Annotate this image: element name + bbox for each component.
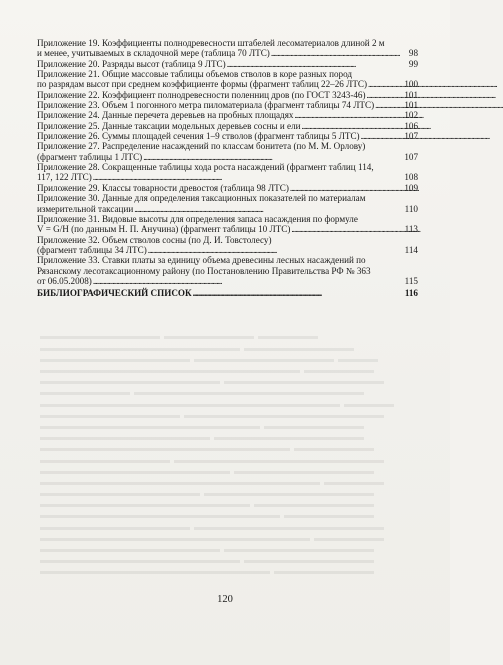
toc-entry-page: 107 (404, 131, 418, 142)
toc-entry-text: от 06.05.2008) (37, 275, 92, 286)
toc-entry (37, 59, 418, 69)
toc-entry-text: Приложение 29. Классы товарности древостоя (таблица 98 ЛТС) (37, 182, 289, 193)
bibliography-label: БИБЛИОГРАФИЧЕСКИЙ СПИСОК (37, 288, 192, 299)
toc-entry-text: Приложение 27. Распределение насаждений по классам бонитета (по М. М. Орлову) (37, 141, 366, 152)
dot-leader (93, 172, 404, 182)
toc-entry-text: Приложение 19. Коэффициенты полнодревесности штабелей лесоматериалов длиной 2 м (37, 38, 385, 48)
toc-entry-page: 110 (404, 203, 418, 214)
dot-leader (367, 90, 404, 100)
toc-entry (37, 183, 418, 193)
toc-entry-last-line (37, 100, 418, 110)
page-number: 120 (217, 594, 233, 605)
toc-entry-page: 106 (404, 120, 418, 131)
toc-entry (37, 255, 418, 286)
toc-entry-page: 100 (404, 79, 418, 90)
toc-entry-page: 108 (404, 172, 418, 183)
toc-entry-page: 98 (408, 48, 418, 59)
dot-leader (361, 131, 404, 141)
toc-entry-text: Приложение 21. Общие массовые таблицы объемов стволов в коре разных пород (37, 69, 353, 80)
dot-leader (368, 79, 403, 89)
toc-entry-page: 101 (404, 89, 418, 100)
toc-entry-text: (фрагмент таблицы 34 ЛТС) (37, 244, 147, 255)
toc-entry-text: Приложение 32. Объем стволов сосны (по Д. И. Товстолесу) (37, 234, 272, 245)
toc-entry-text: Рязанскому лесотаксационному району (по Постановлению Правительства РФ № 363 (37, 265, 371, 276)
toc-entry-last-line (37, 79, 418, 89)
dot-leader (93, 276, 404, 286)
toc-entry-last-line (37, 90, 418, 100)
toc-entry-text: 117, 122 ЛТС) (37, 172, 92, 183)
toc-entry-page: 107 (404, 151, 418, 162)
dot-leader (294, 110, 403, 120)
bleed-through-text (40, 332, 420, 578)
toc-entry-text: Приложение 24. Данные перечета деревьев на пробных площадях (37, 110, 294, 121)
toc-entry-last-line (37, 131, 418, 141)
toc-entry-text: Приложение 23. Объем 1 погонного метра пиломатериала (фрагмент таблицы 74 ЛТС) (37, 100, 375, 111)
toc-entry-last-line (37, 152, 418, 162)
toc-entry (37, 193, 418, 214)
toc-entry (37, 214, 418, 235)
toc-entry-last-line (37, 172, 418, 182)
toc-entry-text: и менее, учитываемых в складочной мере (таблица 70 ЛТС) (37, 48, 270, 59)
dot-leader (193, 288, 404, 298)
toc-entry-text: V = G/H (по данным Н. П. Анучина) (фрагмент таблицы 10 ЛТС) (37, 224, 291, 235)
toc-entry-last-line (37, 110, 418, 120)
toc-entry-last-line (37, 276, 418, 286)
toc-entry-text: Приложение 28. Сокращенные таблицы хода роста насаждений (фрагмент таблиц 114, (37, 162, 374, 173)
toc-entry (37, 121, 418, 131)
dot-leader (302, 121, 404, 131)
toc-entry-page: 115 (404, 275, 418, 286)
bibliography-page: 116 (404, 288, 418, 299)
toc-entry-last-line (37, 183, 418, 193)
toc-entry-page: 113 (404, 224, 418, 235)
toc-entry (37, 162, 418, 183)
toc-entry (37, 38, 418, 59)
toc-entry-page: 102 (404, 110, 418, 121)
toc-entry (37, 131, 418, 141)
toc-entry-text: Приложение 25. Данные таксации модельных деревьев сосны и ели (37, 120, 301, 131)
toc-entry-page: 99 (408, 58, 418, 69)
toc-entry-text: (фрагмент таблицы 1 ЛТС) (37, 151, 143, 162)
dot-leader (291, 224, 403, 234)
toc-entry-text: Приложение 33. Ставки платы за единицу объема древесины лесных насаждений по (37, 255, 366, 266)
toc-entry-text: Приложение 31. Видовые высоты для определения запаса насаждения по формуле (37, 213, 358, 224)
toc-entry-text: Приложение 22. Коэффициент полнодревесности поленниц дров (по ГОСТ 3243-46) (37, 89, 366, 100)
dot-leader (134, 204, 403, 214)
toc-entry-last-line (37, 59, 418, 69)
dot-leader (375, 100, 403, 110)
dot-leader (148, 245, 404, 255)
toc-entry (37, 141, 418, 162)
table-of-contents (37, 38, 418, 299)
toc-entry-page: 109 (404, 182, 418, 193)
toc-entry-last-line (37, 224, 418, 234)
dot-leader (290, 183, 403, 193)
toc-entry-text: Приложение 20. Разряды высот (таблица 9 ЛТС) (37, 58, 226, 69)
toc-entry-text: Приложение 30. Данные для определения таксационных показателей по материалам (37, 193, 366, 204)
toc-bibliography (37, 288, 418, 298)
toc-entry (37, 110, 418, 120)
toc-entry (37, 100, 418, 110)
toc-entry-last-line (37, 204, 418, 214)
toc-entry-last-line (37, 121, 418, 131)
toc-entry-page: 101 (404, 100, 418, 111)
toc-entry-text: по разрядам высот при среднем коэффициенте формы (фрагмент таблиц 22–26 ЛТС) (37, 79, 368, 90)
toc-entry-page: 114 (404, 244, 418, 255)
toc-entry (37, 235, 418, 256)
toc-entry (37, 69, 418, 90)
toc-entry-text: измерительной таксации (37, 203, 134, 214)
dot-leader (143, 152, 403, 162)
toc-entry-last-line (37, 245, 418, 255)
toc-entry-last-line (37, 48, 418, 58)
dot-leader (227, 59, 408, 69)
toc-entry-text: Приложение 26. Суммы площадей сечения 1–9 стволов (фрагмент таблицы 5 ЛТС) (37, 131, 360, 142)
dot-leader (271, 48, 408, 58)
toc-entry (37, 90, 418, 100)
